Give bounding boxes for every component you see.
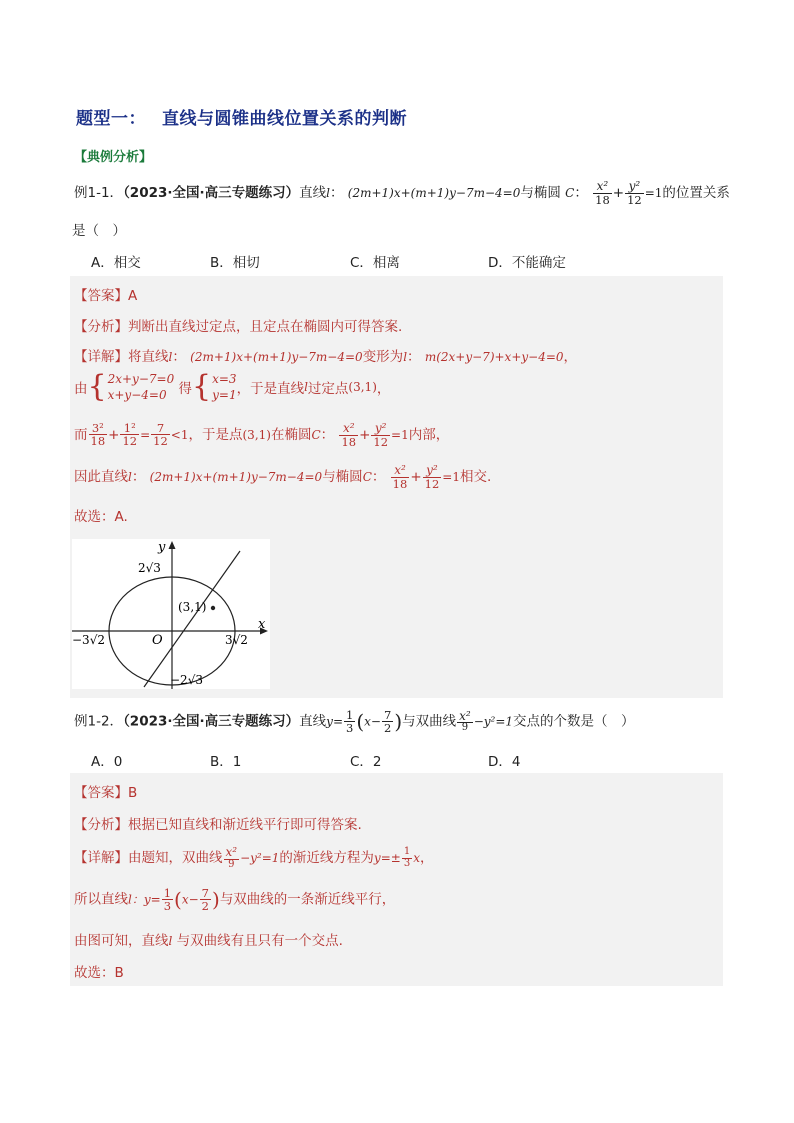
ex2-answer [74, 781, 137, 801]
ex1-d4-eq1: =1 [442, 469, 460, 484]
ex1-text2: 与椭圆 [520, 184, 561, 201]
ex2-d3b: 与双曲线有且只有一个交点. [176, 933, 343, 949]
top-tick-label: 2√3 [138, 561, 161, 575]
ex1-option-c[interactable]: C．相离 [350, 255, 400, 271]
ex1-d3-colon: ： [320, 426, 335, 443]
ex1-answer-label: 【答案】 [74, 288, 128, 304]
ex1-detail-line3: 而 $\frac{\text{3²}}{18}$ + $\frac{\text{1²}}{12}$ = $\frac{7}{12}$ <1，于是点(3,1)在椭圆C： $\frac{\text{x²}}{18}$ + $\frac{\text{y²}}{12}$ =1内部， [74, 421, 450, 449]
left-tick-label: −3√2 [72, 633, 105, 647]
ex2-d2-lparen: ( [174, 887, 182, 912]
ex1-d3d: 内部， [408, 426, 450, 443]
ex1-d1-eq: (2m+1)x+(m+1)y−7m−4=0 [190, 350, 363, 364]
ex1-detail-label: 【详解】 [74, 349, 128, 365]
ex1-detail-line1 [74, 345, 577, 365]
ex1-d2-point: (3,1) [348, 380, 377, 394]
ex1-d4a: 因此直线 [74, 468, 128, 485]
ex1-ellipse-frac2: $\frac{\text{y²}}{12}$ [627, 179, 642, 207]
ex1-d3b: ，于是点 [188, 426, 243, 443]
ex2-option-b[interactable]: B．1 [210, 754, 242, 770]
ex2-text3: 交点的个数是（ ） [513, 713, 635, 730]
ex2-text1: 直线 [299, 713, 327, 730]
ex1-d4b: 与椭圆 [322, 468, 363, 485]
ex1-frac-d: $\frac{\text{x²}}{18}$ [341, 421, 357, 449]
ex1-question-line1: 例1-1．（2023·全国·高三专题练习）直线l： (2m+1)x+(m+1)y−7m−4=0与椭圆 C： $\frac{\text{x²}}{18}$ + $\frac{\text{y²}}{12}$ =1的位置关系 [74, 179, 730, 207]
ex2-x: x [364, 714, 371, 729]
ex2-detail-line3 [74, 929, 343, 949]
ex2-asym-pre: y=± [373, 851, 401, 866]
ex1-frac-e: $\frac{\text{y²}}{12}$ [373, 421, 389, 449]
ex1-d1-colon2: ： [407, 349, 421, 365]
ex2-eq: = [332, 714, 343, 729]
ex1-d2d: 过定点 [307, 381, 349, 397]
ex2-detail-label: 【详解】 [74, 850, 128, 867]
ellipse-graph [72, 539, 270, 689]
ex1-d2b: 得 [178, 381, 193, 397]
ex1-d3c: 在椭圆 [270, 426, 312, 443]
ex2-y: y [326, 714, 333, 729]
ex1-d1-colon: ： [172, 349, 186, 365]
ex1-frac-g: $\frac{\text{y²}}{12}$ [424, 463, 440, 491]
ex1-line-eq: (2m+1)x+(m+1)y−7m−4=0 [347, 185, 521, 200]
ex2-source: （2023·全国·高三专题练习） [123, 713, 300, 730]
ex1-question-line2: 是（ ） [72, 223, 126, 239]
ex1-f-eq: = [140, 427, 151, 442]
y-axis-label: y [158, 540, 166, 555]
ex1-d1-eq2: m(2x+y−7)+x+y−4=0 [424, 350, 564, 364]
ex1-d2c: ，于是直线 [236, 381, 305, 397]
ex1-d2-l: l [304, 380, 308, 394]
ex1-eq1: =1 [644, 185, 663, 200]
ellipse-graph-svg [72, 539, 270, 689]
ex1-colon2: ： [574, 184, 588, 201]
ex2-d3a: 由图可知，直线 [74, 933, 169, 949]
ex2-asym-frac: $\frac{1}{3}$ [403, 846, 411, 869]
ex2-rparen: ) [394, 709, 403, 734]
ex1-d1c: ， [563, 349, 578, 365]
x-axis-label: x [258, 617, 266, 632]
ex2-lparen: ( [356, 709, 365, 734]
ex1-d3-C: C [311, 427, 321, 442]
ex1-option-a[interactable]: A．相交 [91, 255, 141, 271]
ex2-minus: − [370, 714, 381, 729]
ex2-d2-frac1: $\frac{1}{3}$ [163, 886, 172, 914]
ex1-d3-eq1: =1 [391, 427, 409, 442]
ex2-choose: 故选：B [74, 965, 124, 981]
ex2-d2b: 与双曲线的一条渐近线平行， [219, 891, 396, 908]
ex2-d2-rparen: ) [212, 887, 220, 912]
ex1-d1b: 变形为 [362, 349, 404, 365]
ex1-brace1: { [87, 369, 107, 404]
ex1-system1: 2x+y−7=0 x+y−4=0 [107, 372, 175, 402]
ex2-d1c: ， [419, 850, 434, 867]
point-label: (3,1) [178, 600, 207, 614]
ex2-d2a: 所以直线 [74, 891, 128, 908]
ex1-d2a: 由 [74, 381, 88, 397]
section-label: 【典例分析】 [74, 150, 153, 165]
ex1-number: 例1-1． [74, 184, 124, 201]
title-prefix: 题型一： [76, 109, 146, 129]
ex2-option-d[interactable]: D．4 [488, 754, 521, 770]
ex2-analysis [74, 813, 362, 833]
ex1-frac-a: $\frac{\text{3²}}{18}$ [90, 421, 106, 449]
ex1-text: 直线 [299, 184, 327, 201]
ex1-d4-eq: (2m+1)x+(m+1)y−7m−4=0 [149, 469, 323, 484]
ex1-brace2: { [192, 369, 212, 404]
ex2-asym-post: x [413, 851, 420, 866]
ex2-detail-line1 [74, 846, 433, 870]
bottom-tick-label: −2√3 [170, 673, 203, 687]
ex1-analysis-text: 判断出直线过定点，且定点在椭圆内可得答案. [128, 319, 403, 335]
ex1-d4-colon: ： [131, 468, 146, 485]
ex1-source: （2023·全国·高三专题练习） [123, 184, 300, 201]
ex1-d4c: 相交. [459, 468, 492, 485]
ex2-d1b: 的渐近线方程为 [279, 850, 374, 867]
ex1-frac-c: $\frac{7}{12}$ [153, 421, 168, 449]
ex2-solution-panel [70, 773, 723, 986]
ex2-d2-frac2: $\frac{7}{2}$ [201, 886, 209, 914]
ex1-d2e: ， [376, 381, 391, 397]
right-tick-label: 3√2 [225, 633, 248, 647]
ex2-answer-value: B [128, 785, 138, 801]
ex2-option-a[interactable]: A．0 [91, 754, 123, 770]
ex1-frac-f: $\frac{\text{x²}}{18}$ [392, 463, 408, 491]
ex2-d2-l: l：y= [128, 892, 161, 907]
ex2-frac1: $\frac{1}{3}$ [346, 708, 354, 736]
ex1-option-d[interactable]: D．不能确定 [488, 255, 566, 271]
ex1-d3-point: (3,1) [242, 427, 271, 442]
ex1-d4-C: C [362, 469, 372, 484]
ex2-d1-rest: −y²=1 [240, 851, 280, 866]
point-3-1 [211, 606, 215, 610]
ex1-detail-line2 [74, 371, 390, 403]
title-text: 直线与圆锥曲线位置关系的判断 [162, 109, 407, 129]
ex2-answer-label: 【答案】 [74, 785, 128, 801]
ex1-text4: 的位置关系 [662, 184, 730, 201]
ex2-hyperbola-frac: $\frac{\text{x²}}{9}$ [459, 708, 471, 734]
ex1-frac-b: $\frac{\text{1²}}{12}$ [122, 421, 138, 449]
ex2-d3-l: l [168, 934, 173, 948]
ex2-analysis-label: 【分析】 [74, 817, 128, 833]
ex1-d1-l: l [168, 350, 173, 364]
ex2-detail-line2 [74, 887, 395, 912]
ex1-d3a: 而 [74, 426, 88, 443]
ex1-answer-value: A [128, 288, 138, 304]
ex2-hyperbola-rest: −y²=1 [473, 714, 514, 729]
ex2-d2-minus: − [188, 892, 199, 907]
ex1-analysis-label: 【分析】 [74, 319, 128, 335]
ex2-question [74, 709, 635, 734]
ex1-d4-l: l [128, 469, 132, 484]
ex1-f-lt: <1 [170, 427, 189, 442]
y-axis-arrow [169, 541, 176, 549]
ex2-number: 例1-2． [74, 713, 124, 730]
ex1-choose: 故选：A. [74, 509, 128, 525]
ex2-d1-frac: $\frac{\text{x²}}{9}$ [225, 845, 238, 870]
ex1-analysis [74, 315, 402, 335]
ex2-analysis-text: 根据已知直线和渐近线平行即可得答案. [128, 817, 362, 833]
ex2-option-c[interactable]: C．2 [350, 754, 382, 770]
ex1-colon: ： [330, 184, 344, 201]
ex2-d1a: 由题知，双曲线 [128, 850, 223, 867]
origin-label: O [152, 633, 163, 648]
ex1-ellipse-frac1: $\frac{\text{x²}}{18}$ [595, 179, 610, 207]
ex1-option-b[interactable]: B．相切 [210, 255, 260, 271]
section-title [76, 104, 407, 129]
ex1-d1-l2: l [403, 350, 408, 364]
ex1-d4-colon2: ： [371, 468, 386, 485]
ex1-system2: x=3 y=1 [212, 372, 237, 402]
ex2-frac2: $\frac{7}{2}$ [383, 708, 392, 736]
ex1-l: l [326, 185, 330, 200]
ex2-d2-x: x [181, 892, 189, 907]
ex1-answer [74, 284, 137, 304]
ex1-d1a: 将直线 [128, 349, 169, 365]
ex2-text2: 与双曲线 [402, 713, 457, 730]
ex1-detail-line4: 因此直线l： (2m+1)x+(m+1)y−7m−4=0与椭圆C： $\frac{\text{x²}}{18}$ + $\frac{\text{y²}}{12}$ =1相交. [74, 463, 492, 491]
ex1-C: C [565, 185, 575, 200]
